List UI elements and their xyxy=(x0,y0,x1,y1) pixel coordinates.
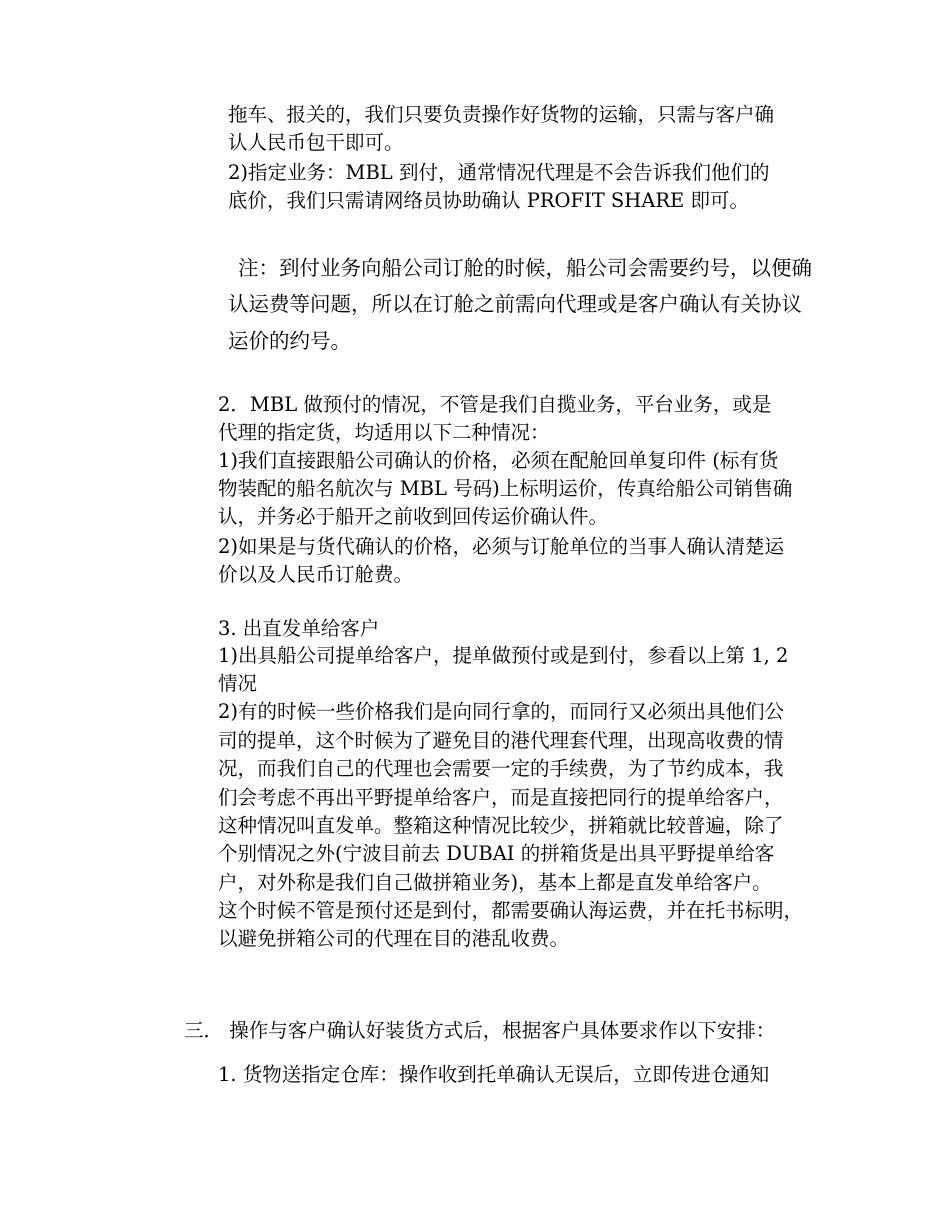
list-item-line: 1)出具船公司提单给客户，提单做预付或是到付，参看以上第 1, 2 xyxy=(218,644,789,667)
paragraph-line: 认人民币包干即可。 xyxy=(228,131,404,154)
list-item-line: 情况 xyxy=(218,672,258,695)
paragraph-line: 这个时候不管是预付还是到付，都需要确认海运费，并在托书标明， xyxy=(218,899,804,922)
paragraph-line: 司的提单，这个时候为了避免目的港代理套代理，出现高收费的情 xyxy=(218,729,784,752)
note-line: 认运费等问题，所以在订舱之前需向代理或是客户确认有关协议 xyxy=(228,292,802,316)
list-item-line: 底价，我们只需请网络员协助确认 PROFIT SHARE 即可。 xyxy=(228,189,749,212)
section-heading-line: 2．MBL 做预付的情况，不管是我们自揽业务，平台业务，或是 xyxy=(218,393,772,416)
list-item-line: 物装配的船名航次与 MBL 号码)上标明运价，传真给船公司销售确 xyxy=(218,477,793,500)
list-item-line: 2)如果是与货代确认的价格，必须与订舱单位的当事人确认清楚运 xyxy=(218,535,785,558)
section-heading-three: 三． 操作与客户确认好装货方式后，根据客户具体要求作以下安排： xyxy=(184,1019,776,1042)
paragraph-line: 代理的指定货，均适用以下二种情况： xyxy=(218,421,550,444)
note-line: 注：到付业务向船公司订舱的时候，船公司会需要约号，以便确 xyxy=(238,256,812,280)
note-line: 运价的约号。 xyxy=(228,329,351,353)
list-item-line: 2)有的时候一些价格我们是向同行拿的，而同行又必须出具他们公 xyxy=(218,700,785,723)
list-item-line: 1. 货物送指定仓库：操作收到托单确认无误后，立即传进仓通知 xyxy=(218,1063,770,1086)
list-item-line: 认，并务必于船开之前收到回传运价确认件。 xyxy=(218,505,609,528)
paragraph-line: 况，而我们自己的代理也会需要一定的手续费，为了节约成本，我 xyxy=(218,757,784,780)
paragraph-line: 个别情况之外(宁波目前去 DUBAI 的拼箱货是出具平野提单给客 xyxy=(218,842,775,865)
paragraph-line: 拖车、报关的，我们只要负责操作好货物的运输，只需与客户确 xyxy=(228,103,775,126)
list-item-line: 1)我们直接跟船公司确认的价格，必须在配舱回单复印件 (标有货 xyxy=(218,449,779,472)
paragraph-line: 户，对外称是我们自己做拼箱业务)，基本上都是直发单给客户。 xyxy=(218,871,772,894)
paragraph-line: 以避免拼箱公司的代理在目的港乱收费。 xyxy=(218,927,570,950)
list-item-line: 价以及人民币订舱费。 xyxy=(218,563,414,586)
list-item-line: 2)指定业务：MBL 到付，通常情况代理是不会告诉我们他们的 xyxy=(228,161,770,184)
paragraph-line: 们会考虑不再出平野提单给客户，而是直接把同行的提单给客户， xyxy=(218,786,784,809)
section-heading-line: 3. 出直发单给客户 xyxy=(218,617,380,640)
paragraph-line: 这种情况叫直发单。整箱这种情况比较少，拼箱就比较普遍，除了 xyxy=(218,814,784,837)
